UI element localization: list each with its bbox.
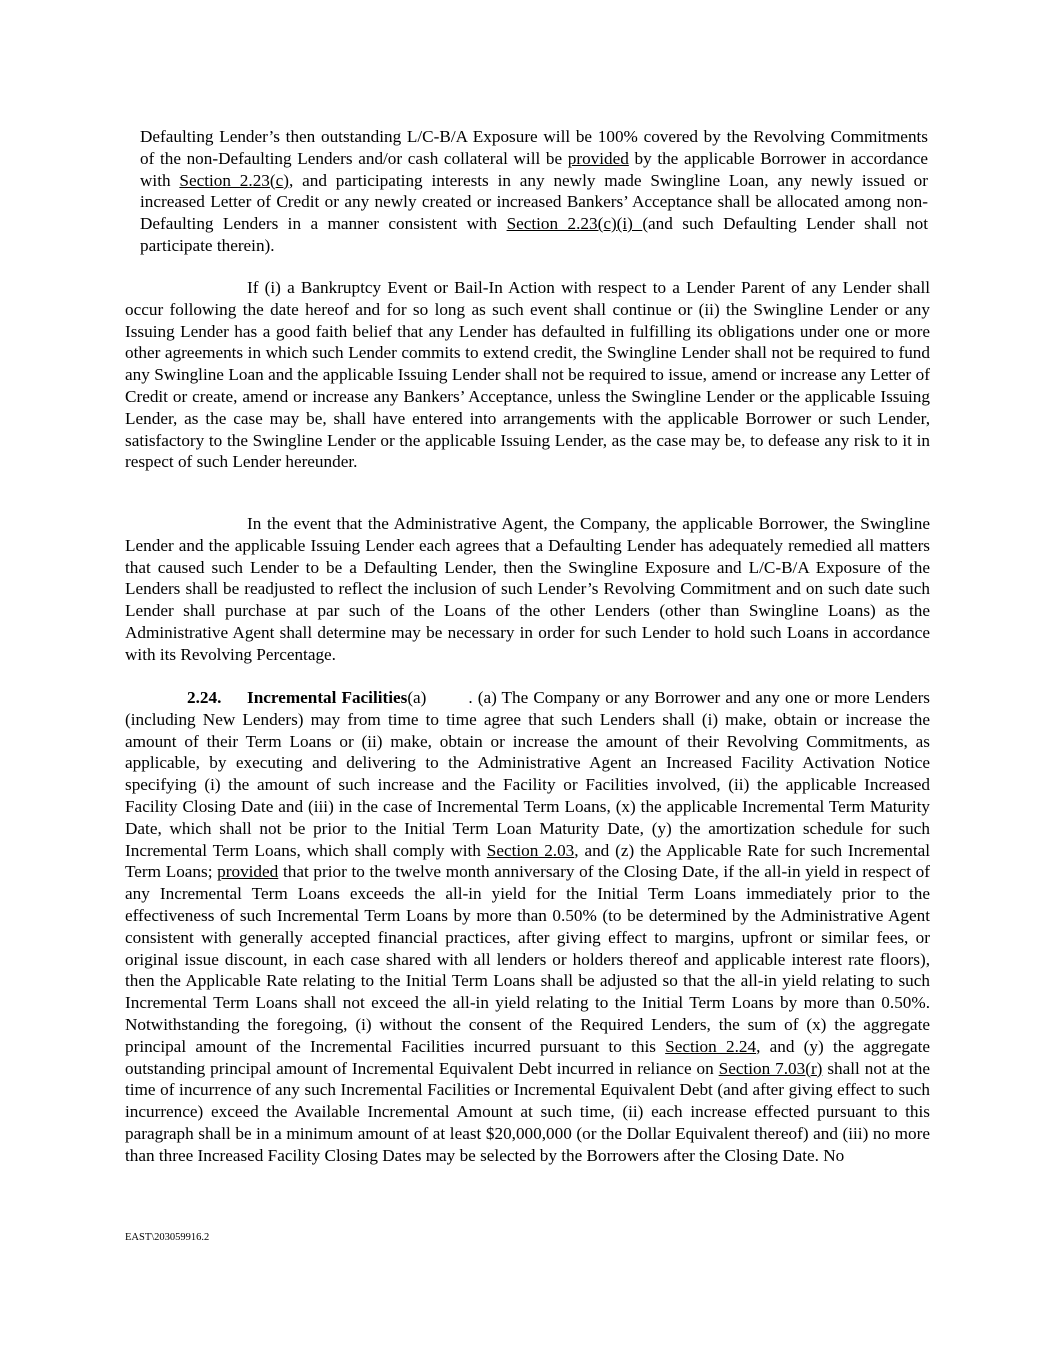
section-2-24-incremental-facilities <box>125 687 930 1167</box>
term-provided: provided <box>217 862 279 882</box>
cross-reference-section-2-23-c-i: Section 2.23(c)(i) <box>506 214 643 234</box>
text-run: , and (z) the Applicable Rate for such Incremental Term Loans; <box>125 840 931 882</box>
section-period: . <box>468 688 473 707</box>
text-run: (a) The Company or any Borrower and any one or more Lenders (including New Lenders) may from time to time agree that such Lenders shall (i) make, obtain or increase the amount of their Term Loans or (ii) make, obtain or increase the amount of their Revolving Commitments, as applicable, by executing and delivering to the Administrative Agent an Increased Facility Activation Notice specifying (i) the amount of such increase and the Facility or Facilities involved, (ii) the applicable Increased Facility Closing Date and (iii) in the case of Incremental Term Loans, (x) the applicable Incremental Term Maturity Date, which shall not be prior to the Initial Term Loan Maturity Date, (y) the amortization schedule for such Incremental Term Loans, which shall comply with <box>125 688 930 860</box>
text-run: by the applicable Borrower in accordance with <box>140 148 928 190</box>
cross-reference-section-7-03-r: Section 7.03(r) <box>718 1058 823 1078</box>
text-run: shall not at the time of incurrence of any such Incremental Facilities or Incremental Equivalent Debt (and after giving effect to such incurrence) exceed the Available Incremental Amount at such time, (ii) each increase effected pursuant to this paragraph shall be in a minimum amount of at least $20,000,000 (or the Dollar Equivalent thereof) and (iii) no more than three Increased Facility Closing Dates may be selected by the Borrowers after the Closing Date. No <box>125 1058 930 1165</box>
text-run: that prior to the twelve month anniversary of the Closing Date, if the all-in yield in respect of any Incremental Term Loans exceeds the all-in yield for the Initial Term Loans immediately prior to the effectiveness of such Incremental Term Loans by more than 0.50% (to be determined by the Administrative Agent consistent with generally accepted financial practices, after giving effect to margins, upfront or similar fees, or original issue discount, in each case shared with all lenders or holders thereof and applicable interest rate floors), then the Applicable Rate relating to the Initial Term Loans shall be adjusted so that the all-in yield relating to such Incremental Term Loans shall not exceed the all-in yield relating to the Initial Term Loans by more than 0.50%. Notwithstanding the foregoing, (i) without the consent of the Required Lenders, the sum of (x) the aggregate principal amount of the Incremental Facilities incurred pursuant to this <box>125 862 930 1056</box>
cross-reference-section-2-23-c: Section 2.23(c) <box>179 170 289 190</box>
text-run: In the event that the Administrative Agent, the Company, the applicable Borrower, the Swingline Lender and the applicable Issuing Lender each agrees that a Defaulting Lender has adequately remedied all matters that caused such Lender to be a Defaulting Lender, then the Swingline Exposure and L/C-B/A Exposure of the Lenders shall be readjusted to reflect the inclusion of such Lender’s Revolving Commitment and on such date such Lender shall purchase at par such of the Loans of the other Lenders (other than Swingline Loans) as the Administrative Agent shall determine may be necessary in order for such Lender to hold such Loans in accordance with its Revolving Percentage. <box>125 514 930 664</box>
text-run: , and participating interests in any newly made Swingline Loan, any newly issued or increased Letter of Credit or any newly created or increased Bankers’ Acceptance shall be allocated among non-Defaulting Lenders in a manner consistent with <box>140 170 928 234</box>
paragraph-bankruptcy-event <box>125 277 930 473</box>
term-provided: provided <box>567 148 629 168</box>
text-run: If (i) a Bankruptcy Event or Bail-In Action with respect to a Lender Parent of any Lender shall occur following the date hereof and for so long as such event shall continue or (ii) the Swingline Lender or any Issuing Lender has a good faith belief that any Lender has defaulted in fulfilling its obligations under one or more other agreements in which such Lender commits to extend credit, the Swingline Lender shall not be required to fund any Swingline Loan and the applicable Issuing Lender shall not be required to issue, amend or increase any Letter of Credit or create, amend or increase any Bankers’ Acceptance, unless the Swingline Lender or the applicable Issuing Lender, as the case may be, shall have entered into arrangements with the applicable Borrower or such Lender, satisfactory to the Swingline Lender or the applicable Issuing Lender, as the case may be, to defease any risk to it in respect of such Lender hereunder. <box>125 278 930 472</box>
text-run: Defaulting Lender’s then outstanding L/C-B/A Exposure will be 100% covered by the Revolving Commitments of the non-Defaulting Lenders and/or cash collateral will be <box>140 127 928 168</box>
section-title: Incremental Facilities <box>247 688 408 707</box>
text-run: (and such Defaulting Lender shall not participate therein). <box>140 214 928 255</box>
text-run: , and (y) the aggregate outstanding principal amount of Incremental Equivalent Debt incurred in reliance on <box>125 1036 930 1078</box>
cross-reference-section-2-24: Section 2.24 <box>665 1036 757 1056</box>
paragraph-defaulting-lender-exposure <box>140 126 928 257</box>
section-number: 2.24. <box>187 688 222 707</box>
section-title-suffix: (a) <box>407 688 427 707</box>
cross-reference-section-2-03: Section 2.03 <box>486 840 575 860</box>
document-id-footer: EAST\203059916.2 <box>125 1232 210 1243</box>
paragraph-remedied-defaulting-lender <box>125 513 930 666</box>
